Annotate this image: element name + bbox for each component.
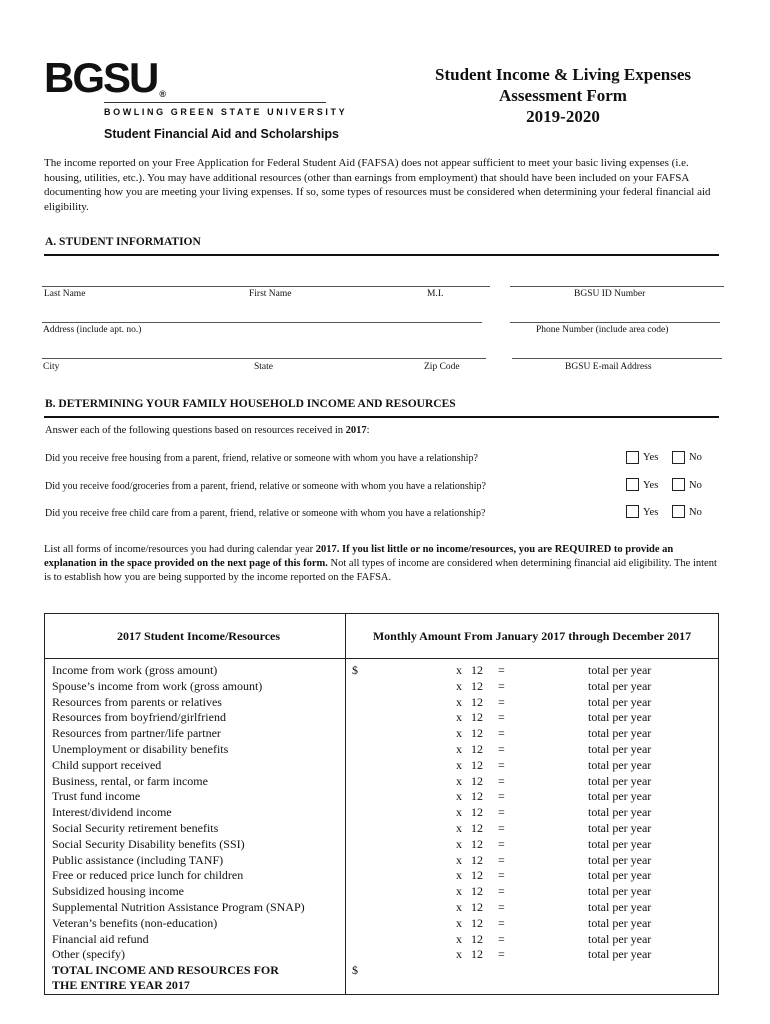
equals-sign: = [498, 868, 505, 883]
food-no-label: No [689, 480, 702, 491]
total-per-year-label: total per year [588, 773, 652, 788]
col-header-resources: 2017 Student Income/Resources [45, 614, 346, 659]
section-a-heading: A. STUDENT INFORMATION [45, 236, 201, 248]
total-per-year-label: total per year [588, 726, 652, 741]
mi-label: M.I. [427, 289, 444, 299]
equals-sign: = [498, 678, 505, 693]
table-row [45, 916, 719, 932]
section-a-rule [44, 254, 719, 256]
equals-sign: = [498, 773, 505, 788]
question-childcare: Did you receive free child care from a parent, friend, relative or someone with whom you have a relationship? [45, 508, 486, 519]
bgsu-logo [44, 54, 166, 101]
monthly-amount-field[interactable] [346, 774, 719, 790]
income-type-label: Resources from partner/life partner [45, 726, 346, 742]
total-per-year-label: total per year [588, 805, 652, 820]
equals-sign: = [498, 931, 505, 946]
equals-sign: = [498, 663, 505, 677]
food-no-checkbox[interactable] [672, 478, 685, 491]
registered-mark: ® [159, 89, 166, 99]
multiplier: x 12 [456, 773, 483, 788]
monthly-amount-field[interactable] [346, 805, 719, 821]
income-type-label: Other (specify) [45, 947, 346, 963]
income-type-label: Public assistance (including TANF) [45, 853, 346, 869]
multiplier: x 12 [456, 741, 483, 756]
monthly-amount-field[interactable] [346, 821, 719, 837]
income-type-label: Unemployment or disability benefits [45, 742, 346, 758]
multiplier: x 12 [456, 663, 483, 677]
multiplier: x 12 [456, 678, 483, 693]
income-type-label: Business, rental, or farm income [45, 774, 346, 790]
income-type-label: Social Security retirement benefits [45, 821, 346, 837]
housing-no-label: No [689, 452, 702, 463]
table-header [45, 614, 719, 659]
total-per-year-label: total per year [588, 663, 652, 677]
id-field[interactable] [510, 286, 724, 287]
housing-no-checkbox[interactable] [672, 451, 685, 464]
total-per-year-label: total per year [588, 915, 652, 930]
state-label: State [254, 362, 273, 372]
table-row [45, 710, 719, 726]
table-row [45, 789, 719, 805]
section-b-heading: B. DETERMINING YOUR FAMILY HOUSEHOLD INCOME AND RESOURCES [45, 398, 456, 410]
address-field[interactable] [42, 322, 482, 323]
monthly-amount-field[interactable] [346, 742, 719, 758]
address-label: Address (include apt. no.) [43, 325, 142, 335]
multiplier: x 12 [456, 915, 483, 930]
name-field[interactable] [42, 286, 490, 287]
multiplier: x 12 [456, 899, 483, 914]
childcare-no-checkbox[interactable] [672, 505, 685, 518]
equals-sign: = [498, 757, 505, 772]
total-per-year-label: total per year [588, 836, 652, 851]
table-row [45, 659, 719, 679]
total-per-year-label: total per year [588, 694, 652, 709]
form-title [410, 64, 716, 127]
income-type-label: Resources from boyfriend/girlfriend [45, 710, 346, 726]
table-row [45, 758, 719, 774]
monthly-amount-field[interactable] [346, 932, 719, 948]
university-name: BOWLING GREEN STATE UNIVERSITY [104, 107, 348, 117]
monthly-amount-field[interactable] [346, 868, 719, 884]
income-instructions: List all forms of income/resources you had during calendar year 2017. If you list little or no income/resources, you are REQUIRED to provide an explanation in the space provided on the next page of this form. Not all types of income are considered when determining financial aid eligibility. The intent is to establish how you are being supported by the income reported on the FAFSA. [44, 544, 717, 583]
monthly-amount-field[interactable] [346, 710, 719, 726]
zip-label: Zip Code [424, 362, 460, 372]
multiplier: x 12 [456, 710, 483, 725]
income-table [44, 613, 719, 995]
table-row [45, 695, 719, 711]
income-type-label: Financial aid refund [45, 932, 346, 948]
section-b-rule [44, 416, 719, 418]
monthly-amount-field[interactable] [346, 900, 719, 916]
housing-yes-label: Yes [643, 452, 659, 463]
total-per-year-label: total per year [588, 899, 652, 914]
multiplier: x 12 [456, 931, 483, 946]
equals-sign: = [498, 852, 505, 867]
title-line-1: Student Income & Living Expenses [435, 65, 691, 84]
email-field[interactable] [512, 358, 722, 359]
monthly-amount-field[interactable] [346, 884, 719, 900]
question-housing: Did you receive free housing from a parent, friend, relative or someone with whom you have a relationship? [45, 453, 478, 464]
income-rows [45, 659, 719, 964]
col-header-monthly: Monthly Amount From January 2017 through December 2017 [346, 614, 719, 659]
equals-sign: = [498, 694, 505, 709]
table-row [45, 726, 719, 742]
income-type-label: Interest/dividend income [45, 805, 346, 821]
phone-field[interactable] [510, 322, 720, 323]
total-label: TOTAL INCOME AND RESOURCES FOR THE ENTIRE YEAR 2017 [45, 963, 346, 995]
total-per-year-label: total per year [588, 789, 652, 804]
monthly-amount-field[interactable] [346, 659, 719, 679]
total-row [45, 963, 719, 995]
table-row [45, 884, 719, 900]
email-label: BGSU E-mail Address [565, 362, 652, 372]
table-row [45, 679, 719, 695]
total-amount-field[interactable]: $ [352, 963, 358, 978]
table-row [45, 837, 719, 853]
food-yes-checkbox[interactable] [626, 478, 639, 491]
table-row [45, 932, 719, 948]
food-yes-label: Yes [643, 480, 659, 491]
monthly-amount-field[interactable] [346, 853, 719, 869]
total-per-year-label: total per year [588, 852, 652, 867]
multiplier: x 12 [456, 947, 483, 962]
multiplier: x 12 [456, 694, 483, 709]
income-type-label: Supplemental Nutrition Assistance Program (SNAP) [45, 900, 346, 916]
equals-sign: = [498, 915, 505, 930]
table-row [45, 774, 719, 790]
childcare-yes-label: Yes [643, 507, 659, 518]
equals-sign: = [498, 947, 505, 962]
equals-sign: = [498, 741, 505, 756]
department-name: Student Financial Aid and Scholarships [104, 127, 339, 141]
table-row [45, 947, 719, 963]
monthly-amount-field[interactable] [346, 916, 719, 932]
income-type-label: Free or reduced price lunch for children [45, 868, 346, 884]
total-per-year-label: total per year [588, 710, 652, 725]
equals-sign: = [498, 789, 505, 804]
monthly-amount-field[interactable] [346, 947, 719, 963]
multiplier: x 12 [456, 868, 483, 883]
multiplier: x 12 [456, 884, 483, 899]
income-type-label: Income from work (gross amount) [45, 659, 346, 679]
equals-sign: = [498, 710, 505, 725]
childcare-no-label: No [689, 507, 702, 518]
table-row [45, 805, 719, 821]
equals-sign: = [498, 884, 505, 899]
equals-sign: = [498, 820, 505, 835]
table-row [45, 853, 719, 869]
multiplier: x 12 [456, 789, 483, 804]
total-per-year-label: total per year [588, 947, 652, 962]
multiplier: x 12 [456, 836, 483, 851]
title-line-2: Assessment Form [499, 86, 627, 105]
table-row [45, 900, 719, 916]
housing-yes-checkbox[interactable] [626, 451, 639, 464]
city-label: City [43, 362, 60, 372]
multiplier: x 12 [456, 820, 483, 835]
table-row [45, 868, 719, 884]
equals-sign: = [498, 899, 505, 914]
monthly-amount-field[interactable] [346, 695, 719, 711]
intro-paragraph: The income reported on your Free Application for Federal Student Aid (FAFSA) does not appear sufficient to meet your basic living expenses (i.e. housing, utilities, etc.). You may have additional resources (other than earnings from employment) that should have been included on your FAFSA documenting how you are meeting your living expenses. If so, some types of resources must be considered when determining your federal financial aid eligibility. [44, 157, 711, 213]
question-food: Did you receive food/groceries from a parent, friend, relative or someone with whom you have a relationship? [45, 481, 486, 492]
monthly-amount-field[interactable] [346, 679, 719, 695]
table-row [45, 742, 719, 758]
id-label: BGSU ID Number [574, 289, 646, 299]
equals-sign: = [498, 726, 505, 741]
childcare-yes-checkbox[interactable] [626, 505, 639, 518]
monthly-amount-field[interactable] [346, 726, 719, 742]
multiplier: x 12 [456, 757, 483, 772]
phone-label: Phone Number (include area code) [536, 325, 669, 335]
logo-text: BGSU [44, 54, 158, 101]
monthly-amount-field[interactable] [346, 758, 719, 774]
income-type-label: Veteran’s benefits (non-education) [45, 916, 346, 932]
income-type-label: Trust fund income [45, 789, 346, 805]
total-per-year-label: total per year [588, 884, 652, 899]
monthly-amount-field[interactable] [346, 837, 719, 853]
income-type-label: Subsidized housing income [45, 884, 346, 900]
monthly-amount-field[interactable] [346, 789, 719, 805]
multiplier: x 12 [456, 852, 483, 867]
table-row [45, 821, 719, 837]
multiplier: x 12 [456, 805, 483, 820]
total-per-year-label: total per year [588, 757, 652, 772]
total-per-year-label: total per year [588, 678, 652, 693]
multiplier: x 12 [456, 726, 483, 741]
title-line-3: 2019-2020 [526, 107, 600, 126]
income-type-label: Social Security Disability benefits (SSI) [45, 837, 346, 853]
income-type-label: Child support received [45, 758, 346, 774]
last-name-label: Last Name [44, 289, 86, 299]
first-name-label: First Name [249, 289, 292, 299]
total-per-year-label: total per year [588, 931, 652, 946]
dollar-sign: $ [352, 663, 358, 677]
total-per-year-label: total per year [588, 741, 652, 756]
equals-sign: = [498, 836, 505, 851]
city-state-zip-field[interactable] [42, 358, 486, 359]
section-b-instruction: Answer each of the following questions based on resources received in 2017: [45, 425, 370, 436]
total-per-year-label: total per year [588, 868, 652, 883]
equals-sign: = [498, 805, 505, 820]
income-type-label: Resources from parents or relatives [45, 695, 346, 711]
logo-divider [104, 102, 326, 103]
total-per-year-label: total per year [588, 820, 652, 835]
income-type-label: Spouse’s income from work (gross amount) [45, 679, 346, 695]
